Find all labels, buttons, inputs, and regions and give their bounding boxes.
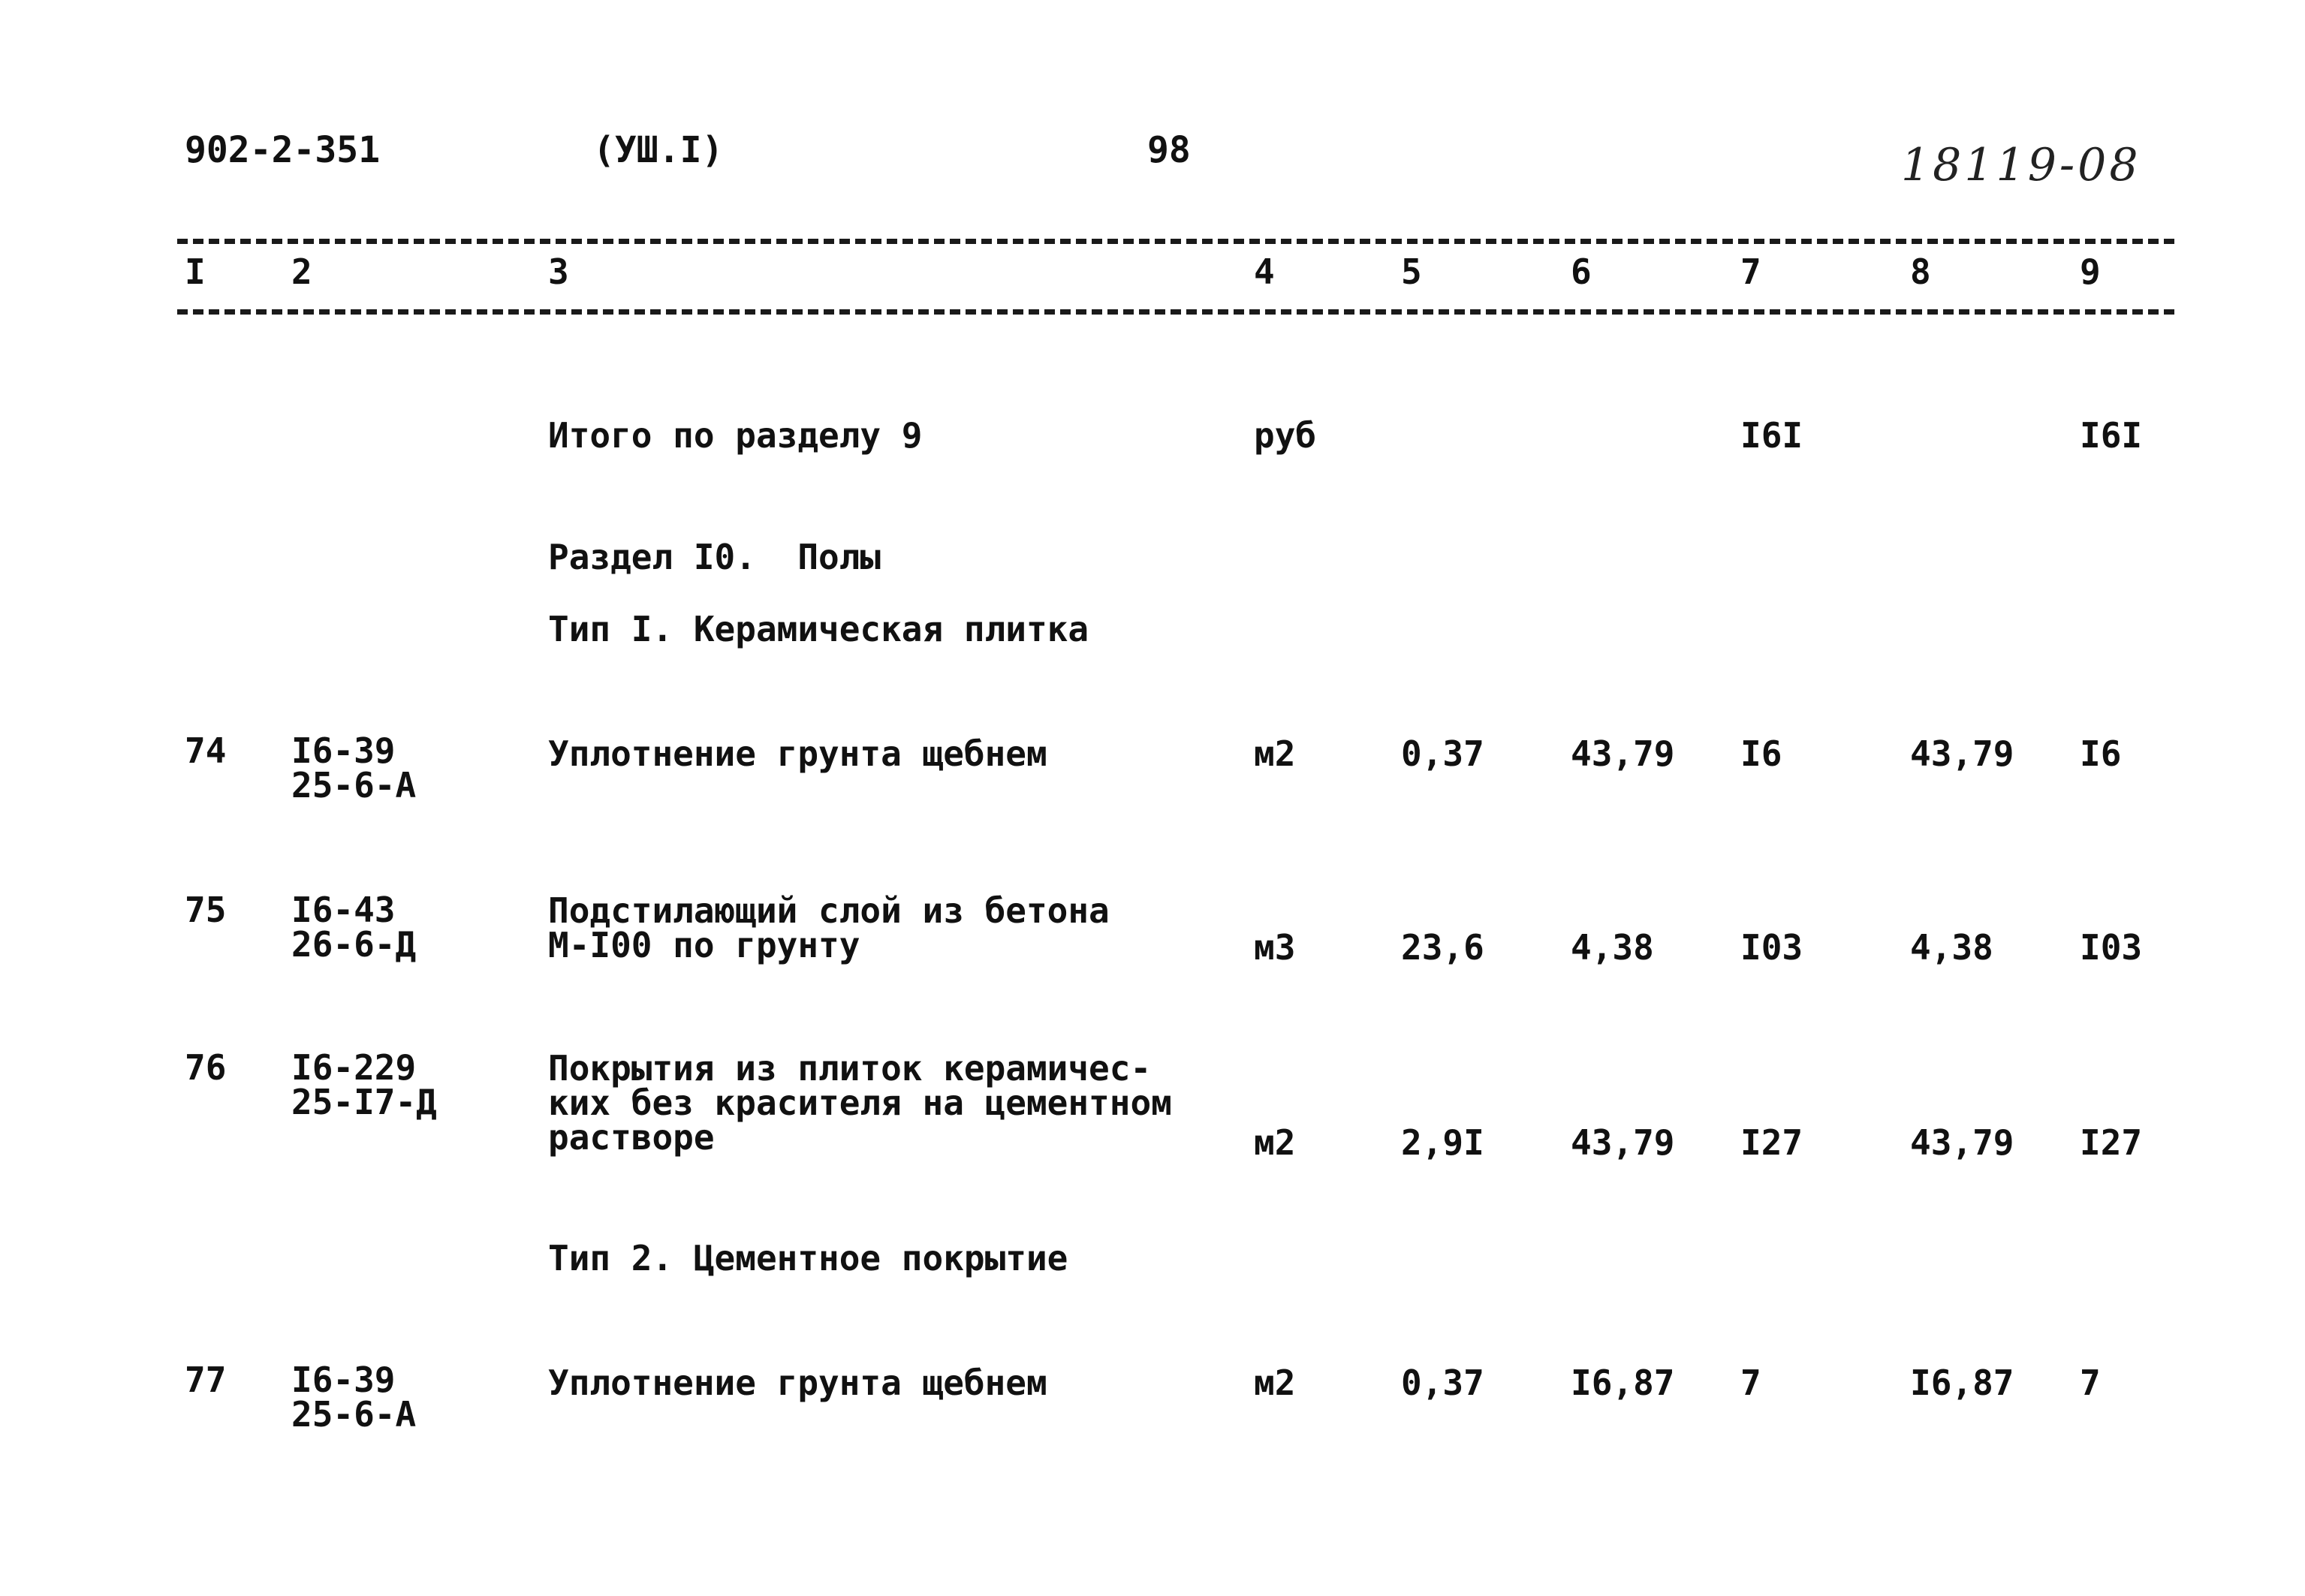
row-code-1: I6-39 [291, 1360, 396, 1400]
row-code-1: I6-39 [291, 730, 396, 771]
row-col5: 0,37 [1401, 1363, 1484, 1403]
subtotal-label: Итого по разделу 9 [548, 415, 923, 456]
row-col6: 43,79 [1571, 1122, 1675, 1163]
page-number: 98 [1147, 129, 1191, 171]
column-header-2: 2 [291, 251, 312, 292]
row-col9: I6 [2080, 733, 2122, 774]
row-col8: 4,38 [1910, 927, 1993, 968]
section-heading: Раздел I0. Полы [548, 537, 881, 577]
column-header-7: 7 [1740, 251, 1761, 292]
row-col7: I03 [1740, 927, 1803, 968]
row-code-2: 25-6-А [291, 765, 417, 806]
row-col9: I03 [2080, 927, 2143, 968]
subtotal-col7: I6I [1740, 415, 1803, 456]
header-rule-top [177, 239, 2174, 244]
row-col6: 4,38 [1571, 927, 1654, 968]
row-code-2: 25-I7-Д [291, 1082, 437, 1122]
column-header-8: 8 [1910, 251, 1931, 292]
row-col8: I6,87 [1910, 1363, 2014, 1403]
row-col6: 43,79 [1571, 733, 1675, 774]
column-header-5: 5 [1401, 251, 1422, 292]
row-col5: 2,9I [1401, 1122, 1484, 1163]
row-col7: I6 [1740, 733, 1782, 774]
row-col8: 43,79 [1910, 733, 2014, 774]
column-header-9: 9 [2080, 251, 2101, 292]
row-code-1: I6-229 [291, 1047, 417, 1088]
type1-heading: Тип I. Керамическая плитка [548, 609, 1089, 649]
row-col6: I6,87 [1571, 1363, 1675, 1403]
subtotal-unit: руб [1254, 415, 1317, 456]
row-col5: 0,37 [1401, 733, 1484, 774]
row-number: 75 [185, 890, 227, 930]
row-number: 76 [185, 1047, 227, 1088]
row-unit: м2 [1254, 733, 1296, 774]
column-header-3: 3 [548, 251, 569, 292]
row-unit: м3 [1254, 927, 1296, 968]
row-unit: м2 [1254, 1363, 1296, 1403]
subtotal-col9: I6I [2080, 415, 2143, 456]
row-col5: 23,6 [1401, 927, 1484, 968]
row-code-2: 26-6-Д [291, 924, 417, 965]
row-col8: 43,79 [1910, 1122, 2014, 1163]
row-col9: 7 [2080, 1363, 2101, 1403]
row-description: Уплотнение грунта щебнем [548, 733, 1047, 774]
row-code-2: 25-6-А [291, 1394, 417, 1435]
column-header-6: 6 [1571, 251, 1592, 292]
row-col7: 7 [1740, 1363, 1761, 1403]
row-number: 77 [185, 1360, 227, 1400]
row-description: Покрытия из плиток керамичес- ких без красителя на цементном растворе [548, 1048, 1172, 1158]
row-col9: I27 [2080, 1122, 2143, 1163]
row-code-1: I6-43 [291, 890, 396, 930]
column-header-1: I [185, 251, 206, 292]
section-code: (УШ.I) [593, 129, 724, 171]
row-number: 74 [185, 730, 227, 771]
type2-heading: Тип 2. Цементное покрытие [548, 1238, 1068, 1278]
document-code: 902-2-351 [185, 129, 381, 171]
row-description: Уплотнение грунта щебнем [548, 1363, 1047, 1403]
header-rule-bottom [177, 309, 2174, 315]
row-unit: м2 [1254, 1122, 1296, 1163]
column-header-4: 4 [1254, 251, 1275, 292]
row-col7: I27 [1740, 1122, 1803, 1163]
row-description: Подстилающий слой из бетона М-I00 по грунту [548, 890, 1110, 965]
handwritten-number: 18119-08 [1901, 139, 2141, 191]
